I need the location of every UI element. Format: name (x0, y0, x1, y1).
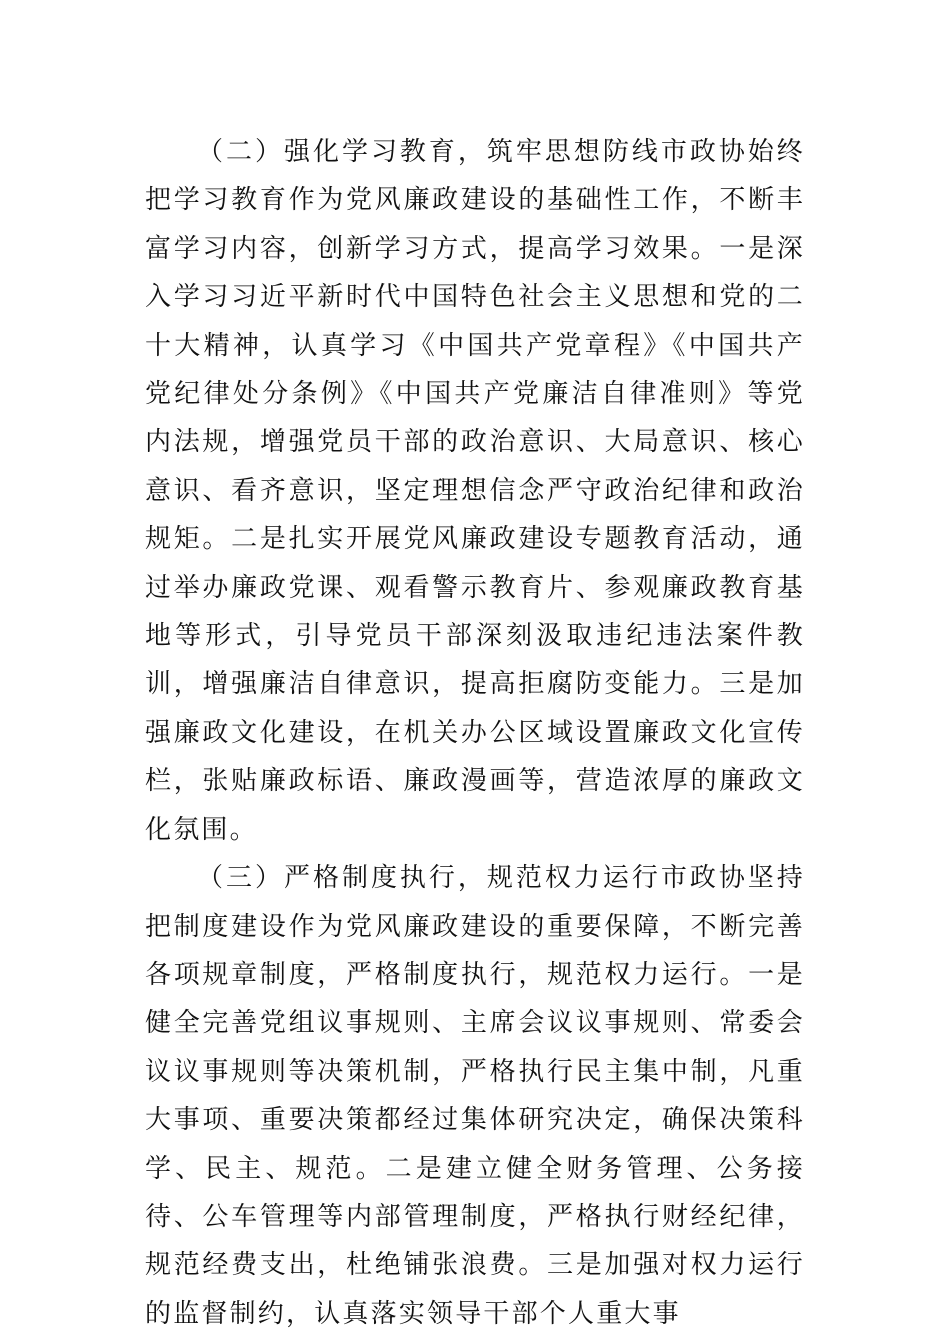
paragraph-system-execution: （三）严格制度执行，规范权力运行市政协坚持把制度建设作为党风廉政建设的重要保障，不断完善各项规章制度，严格制度执行，规范权力运行。一是健全完善党组议事规则、主席会议议事规则、常委会议议事规则等决策机制，严格执行民主集中制，凡重大事项、重要决策都经过集体研究决定，确保决策科学、民主、规范。二是建立健全财务管理、公务接待、公车管理等内部管理制度，严格执行财经纪律，规范经费支出，杜绝铺张浪费。三是加强对权力运行的监督制约，认真落实领导干部个人重大事 (145, 863, 805, 1329)
paragraph-study-education: （二）强化学习教育，筑牢思想防线市政协始终把学习教育作为党风廉政建设的基础性工作，不断丰富学习内容，创新学习方式，提高学习效果。一是深入学习习近平新时代中国特色社会主义思想和党的二十大精神，认真学习《中国共产党章程》《中国共产党纪律处分条例》《中国共产党廉洁自律准则》等党内法规，增强党员干部的政治意识、大局意识、核心意识、看齐意识，坚定理想信念严守政治纪律和政治规矩。二是扎实开展党风廉政建设专题教育活动，通过举办廉政党课、观看警示教育片、参观廉政教育基地等形式，引导党员干部深刻汲取违纪违法案件教训，增强廉洁自律意识，提高拒腐防变能力。三是加强廉政文化建设，在机关办公区域设置廉政文化宣传栏，张贴廉政标语、廉政漫画等，营造浓厚的廉政文化氛围。 (145, 137, 805, 845)
document-body (145, 128, 805, 1338)
